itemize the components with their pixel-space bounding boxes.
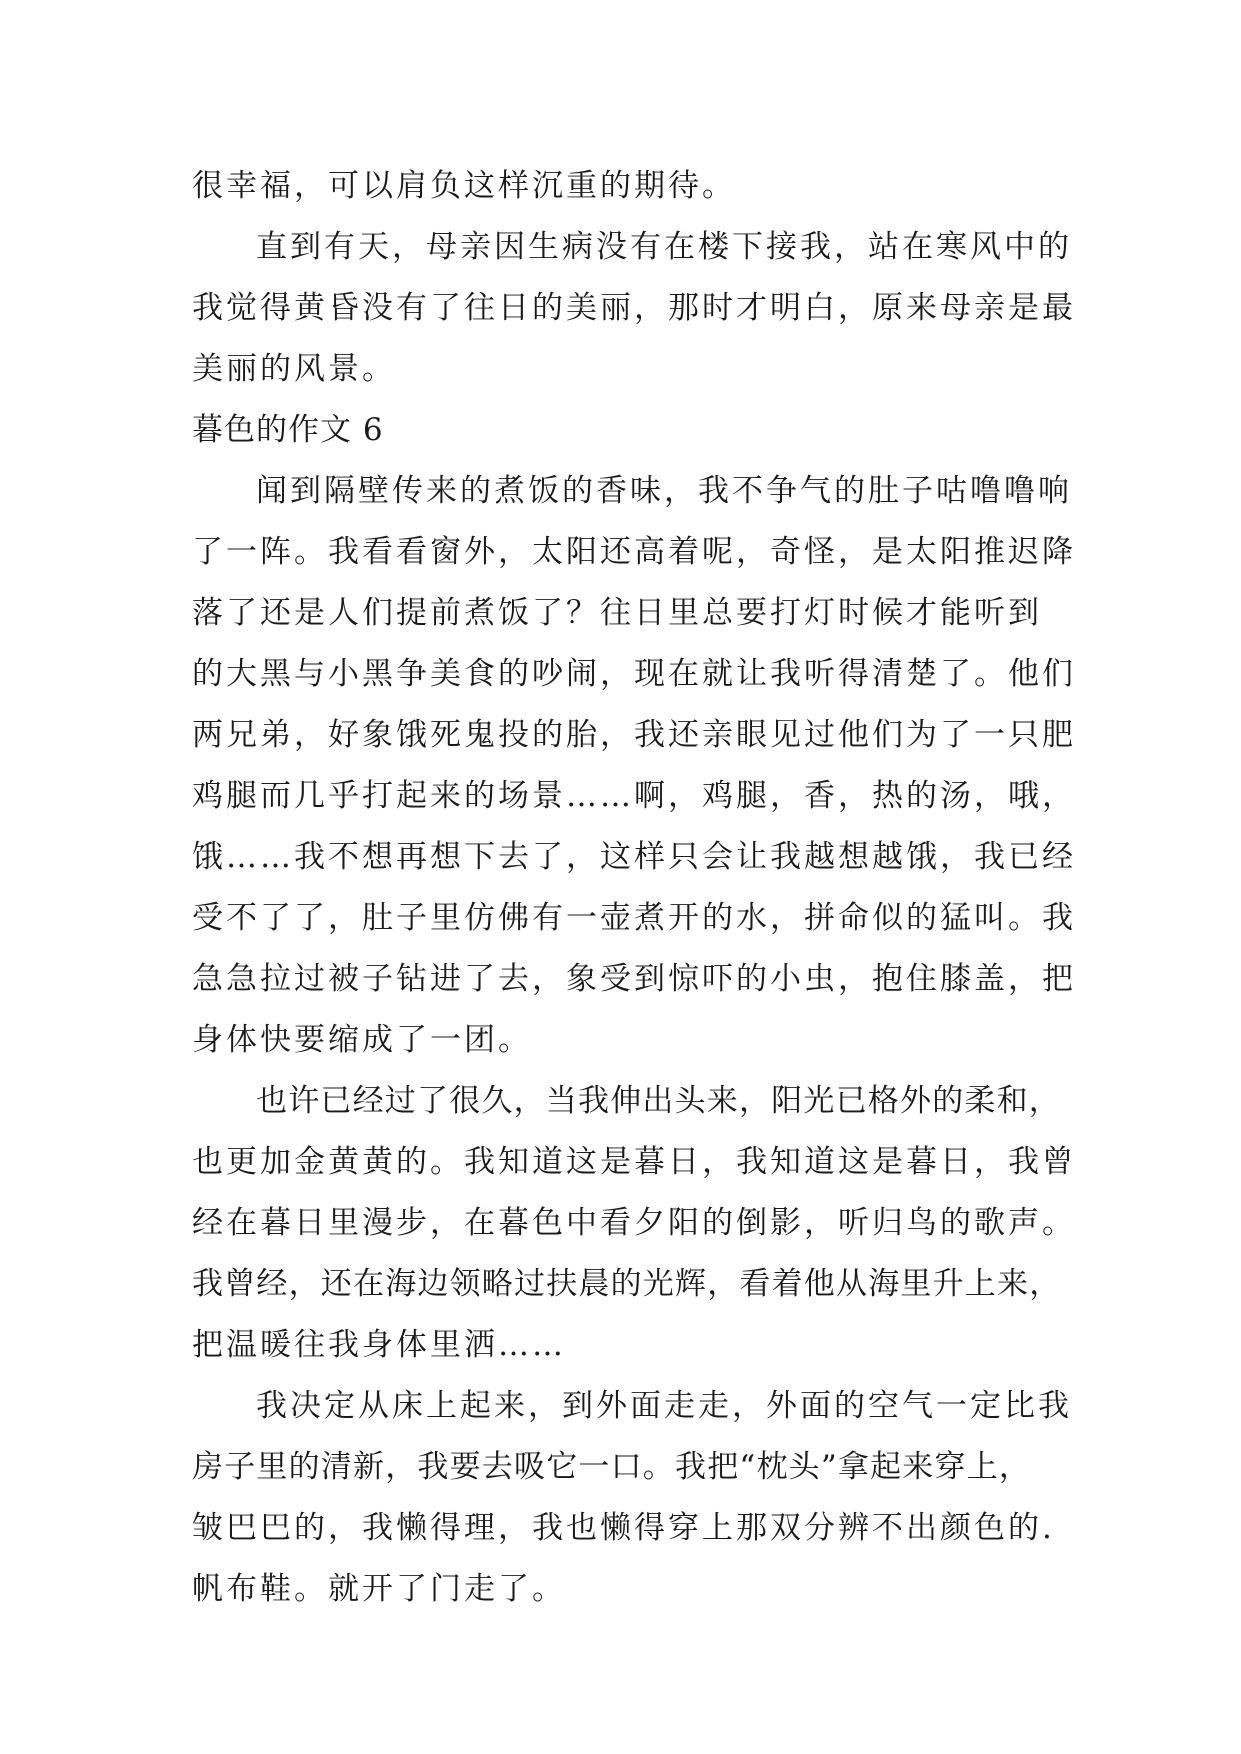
text-line: 了一阵。我看看窗外，太阳还高着呢，奇怪，是太阳推迟降 — [192, 534, 1076, 570]
text-line: 房子里的清新，我要去吸它一口。我把“枕头”拿起来穿上， — [192, 1449, 1032, 1485]
text-line: 落了还是人们提前煮饭了？往日里总要打灯时候才能听到 — [192, 595, 1042, 631]
text-line: 经在暮日里漫步，在暮色中看夕阳的倒影，听归鸟的歌声。 — [192, 1205, 1076, 1241]
text-line: 直到有天，母亲因生病没有在楼下接我，站在寒风中的 — [256, 229, 1072, 265]
text-line: 把温暖往我身体里洒…… — [192, 1327, 566, 1363]
text-line: 美丽的风景。 — [192, 351, 396, 387]
text-line: 也更加金黄黄的。我知道这是暮日，我知道这是暮日，我曾 — [192, 1144, 1076, 1180]
text-line: 很幸福，可以肩负这样沉重的期待。 — [192, 168, 736, 204]
text-line: 我觉得黄昏没有了往日的美丽，那时才明白，原来母亲是最 — [192, 290, 1076, 326]
text-line: 急急拉过被子钻进了去，象受到惊吓的小虫，抱住膝盖，把 — [192, 961, 1076, 997]
text-line: 的大黑与小黑争美食的吵闹，现在就让我听得清楚了。他们 — [192, 656, 1076, 692]
text-line: 受不了了，肚子里仿佛有一壶煮开的水，拼命似的猛叫。我 — [192, 900, 1076, 936]
section-heading: 暮色的作文 6 — [192, 412, 384, 448]
text-line: 我决定从床上起来，到外面走走，外面的空气一定比我 — [256, 1388, 1072, 1424]
text-line: 我曾经，还在海边领略过扶晨的光辉，看着他从海里升上来， — [192, 1266, 1062, 1302]
text-line: 帆布鞋。就开了门走了。 — [192, 1571, 566, 1607]
text-line: 饿……我不想再想下去了，这样只会让我越想越饿，我已经 — [192, 839, 1076, 875]
text-line: 身体快要缩成了一团。 — [192, 1022, 532, 1058]
text-line: 皱巴巴的，我懒得理，我也懒得穿上那双分辨不出颜色的. — [192, 1510, 1055, 1546]
text-line: 鸡腿而几乎打起来的场景……啊，鸡腿，香，热的汤，哦， — [192, 778, 1076, 814]
essay-text-block — [192, 156, 1076, 1620]
text-line: 也许已经过了很久，当我伸出头来，阳光已格外的柔和， — [256, 1083, 1061, 1119]
text-line: 闻到隔壁传来的煮饭的香味，我不争气的肚子咕噜噜响 — [256, 473, 1072, 509]
text-line: 两兄弟，好象饿死鬼投的胎，我还亲眼见过他们为了一只肥 — [192, 717, 1076, 753]
